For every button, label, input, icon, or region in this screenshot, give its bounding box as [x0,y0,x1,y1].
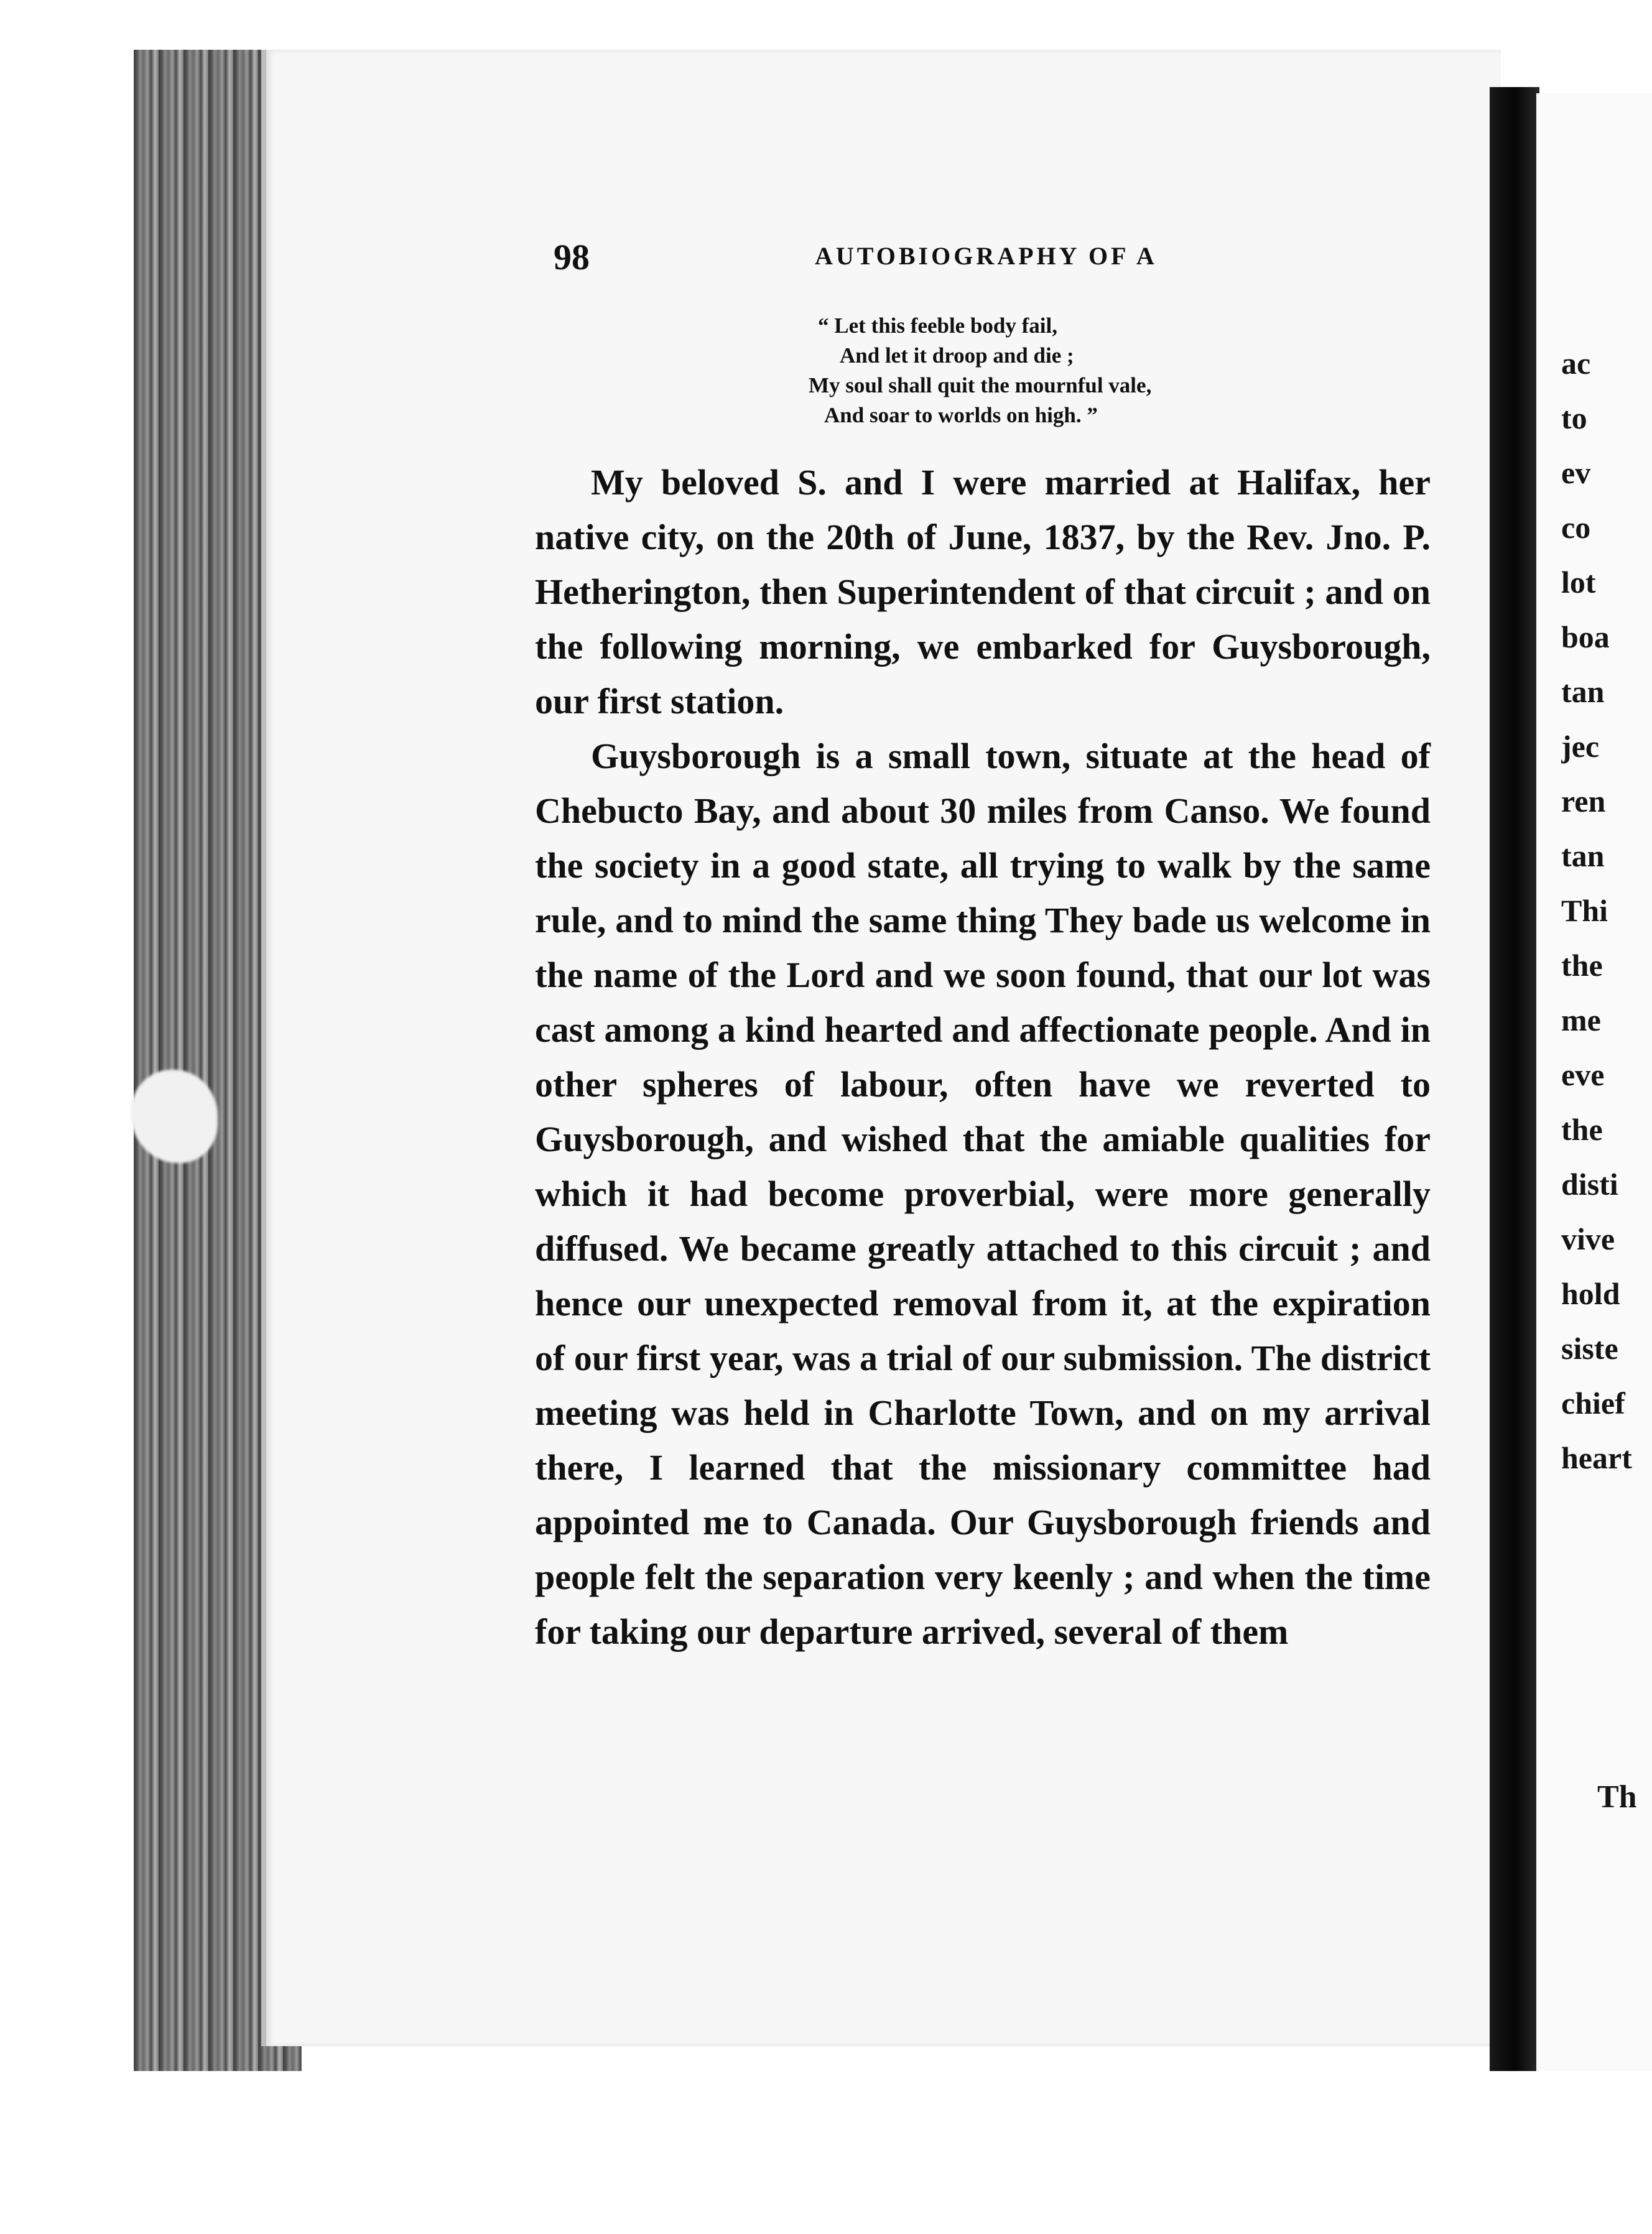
facing-line-fragment: disti [1561,1167,1618,1202]
facing-line-fragment: siste [1561,1331,1618,1366]
facing-line-fragment: heart [1561,1440,1632,1475]
page-text-block [535,236,1431,1659]
facing-line-fragment: ren [1561,784,1606,818]
facing-line-fragment: Thi [1561,893,1608,928]
facing-line-fragment: co [1561,510,1591,545]
body-paragraph: My beloved S. and I were married at Halifax, her native city, on the 20th of June, 1837, by the Rev. Jno. P. Hetherington, then Superintendent of that circuit ; and on the following morning, we embarked for Guysborough, our first station. [535,462,1431,721]
facing-line-fragment: eve [1561,1057,1605,1092]
facing-line-fragment: chief [1561,1386,1625,1421]
verse-quotation [535,311,1431,430]
facing-line-fragment: the [1561,948,1603,983]
facing-line-fragment: boa [1561,619,1610,654]
book-spine-gutter [1490,87,1539,2071]
facing-line-fragment: Th [1597,1779,1637,1815]
verse-line: And let it droop and die ; [840,343,1074,368]
running-head [535,236,1431,280]
facing-line-fragment: hold [1561,1276,1620,1311]
verse-line: My soul shall quit the mournful vale, [809,373,1152,397]
facing-line-fragment: ac [1561,346,1591,381]
running-head-title: AUTOBIOGRAPHY OF A [815,242,1158,270]
verse-line: “ Let this feeble body fail, [818,313,1057,338]
facing-line-fragment: tan [1561,674,1605,709]
facing-line-fragment: me [1561,1003,1601,1037]
facing-line-fragment: to [1561,401,1587,435]
page-number: 98 [554,237,590,277]
facing-line-fragment: jec [1561,729,1600,764]
facing-page-text [1561,336,1652,1485]
body-paragraph: Guysborough is a small town, situate at the head of Chebucto Bay, and about 30 miles from Canso. We found the society in a good state, all trying to walk by the same rule, and to mind the same thing They bade us welcome in the name of the Lord and we soon found, that our lot was cast among a kind hearted and affectionate people. And in other spheres of labour, often have we reverted to Guysborough, and wished that the amiable qualities for which it had become proverbial, were more generally diffused. We became greatly attached to this circuit ; and hence our unexpected removal from it, at the expiration of our first year, was a trial of our submission. The district meeting was held in Charlotte Town, and on my arrival there, I learned that the missionary committee had appointed me to Canada. Our Guysborough friends and people felt the separation very keenly ; and when the time for taking our departure arrived, several of them [535,736,1431,1652]
facing-line-fragment: vive [1561,1221,1615,1256]
facing-line-fragment: the [1561,1112,1603,1147]
facing-line-fragment: tan [1561,838,1605,873]
facing-line-fragment: ev [1561,455,1591,490]
facing-line-fragment: lot [1561,565,1596,600]
verse-line: And soar to worlds on high. ” [824,403,1098,427]
scan-margin [0,2071,1652,2234]
